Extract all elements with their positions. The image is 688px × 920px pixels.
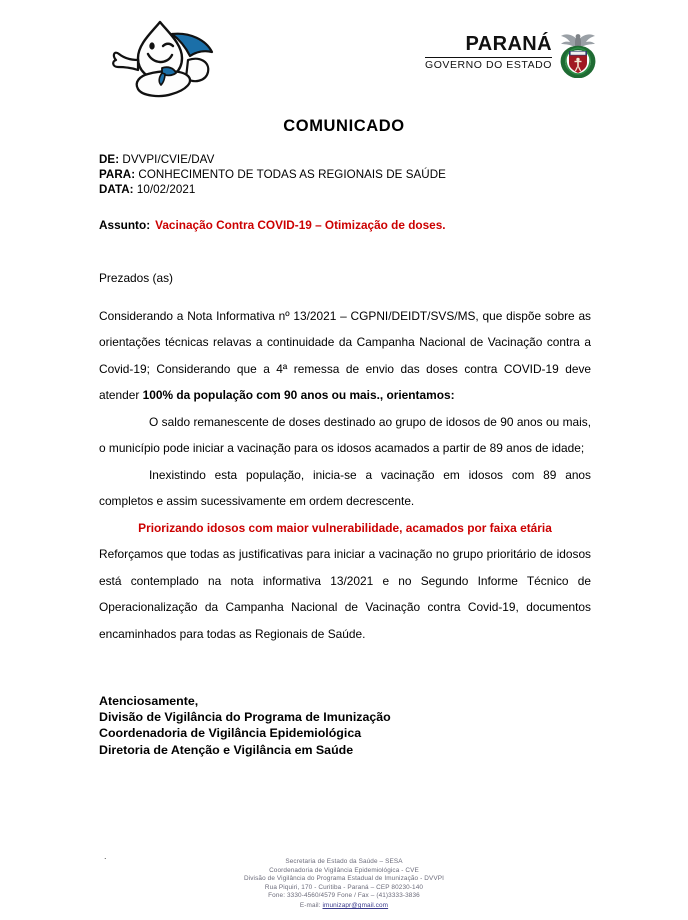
paragraph-2: O saldo remanescente de doses destinado ao grupo de idosos de 90 anos ou mais, o município pode iniciar a vacinação para os idosos acamados a partir de 89 anos de idade; [99,414,591,455]
subject-label: Assunto: [99,218,151,232]
paragraph-1 [99,303,591,409]
meta-value-data: 10/02/2021 [136,183,196,197]
paragraph-4: Reforçamos que todas as justificativas para iniciar a vacinação no grupo prioritário de idosos está contemplado na nota informativa 13/2021 e no Segundo Informe Técnico de Operacionalização da Campanha Nacional de Vacinação contra Covid-19, documentos encaminhados para todas as Regionais de Saúde. [99,547,591,641]
meta-label-para: PARA: [99,168,136,182]
meta-label-data: DATA: [99,183,134,197]
meta-row-data [99,182,446,197]
signature-line-2: Divisão de Vigilância do Programa de Imunização [99,710,391,725]
ze-gotinha-mascot [104,16,240,100]
meta-row-para [99,167,446,182]
paragraph-1-emphasis: 100% da população com 90 anos ou mais., orientamos: [142,388,455,402]
paragraph-1-text: Considerando a Nota Informativa nº 13/2021 – CGPNI/DEIDT/SVS/MS, que dispõe sobre as orientações técnicas relavas a continuidade da Campanha Nacional de Vacinação contra a Covid-19; Considerando que a 4ª remessa de envio das doses contra COVID-19 deve atender [99,308,591,402]
footer-line-3: Divisão de Vigilância do Programa Estadual de Imunização - DVVPI [243,875,445,883]
meta-label-de: DE: [99,153,120,166]
meta-row-de [99,152,446,167]
highlight-line: Priorizando idosos com maior vulnerabilidade, acamados por faixa etária [138,520,552,535]
signature-line-1: Atenciosamente, [99,694,199,708]
brand-divider [425,57,552,58]
footer-line-2: Coordenadoria de Vigilância Epidemiológica - CVE [269,866,419,874]
signature-line-4: Diretoria de Atenção e Vigilância em Saúde [99,742,354,757]
footer-email-link[interactable]: imunizapr@gmail.com [322,901,389,909]
parana-brand-name: PARANÁ [465,33,552,55]
meta-value-para: CONHECIMENTO DE TODAS AS REGIONAIS DE SAÚDE [138,168,446,182]
document-meta [99,152,446,198]
document-body [99,265,591,647]
footer-line-1: Secretaria de Estado da Saúde – SESA [285,858,403,865]
document-footer [0,858,688,911]
signature-block [99,693,391,758]
footer-line-5: Fone: 3330-4560/4579 Fone / Fax – (41)3333-3836 [268,892,420,900]
signature-line-3: Coordenadoria de Vigilância Epidemiológica [99,726,362,741]
footer-email-label: E-mail: [299,901,321,909]
page-title: COMUNICADO [283,117,405,135]
document-header [0,8,688,100]
stray-mark: . [104,851,107,861]
parana-coat-of-arms [558,30,598,78]
paragraph-3: Inexistindo esta população, inicia-se a vacinação em idosos com 89 anos completos e assim sucessivamente em ordem decrescente. [99,467,591,508]
footer-email-row [0,902,688,911]
parana-brand-subtitle: GOVERNO DO ESTADO [424,58,552,71]
parana-brand [425,30,598,78]
parana-brand-text [425,30,552,71]
meta-value-de: DVVPI/CVIE/DAV [122,153,215,166]
subject-value: Vacinação Contra COVID-19 – Otimização de doses. [155,218,446,232]
subject-line [99,218,446,232]
footer-line-4: Rua Piquiri, 170 - Curitiba - Paraná – CEP 80230-140 [264,883,424,891]
greeting: Prezados (as) [99,271,174,285]
